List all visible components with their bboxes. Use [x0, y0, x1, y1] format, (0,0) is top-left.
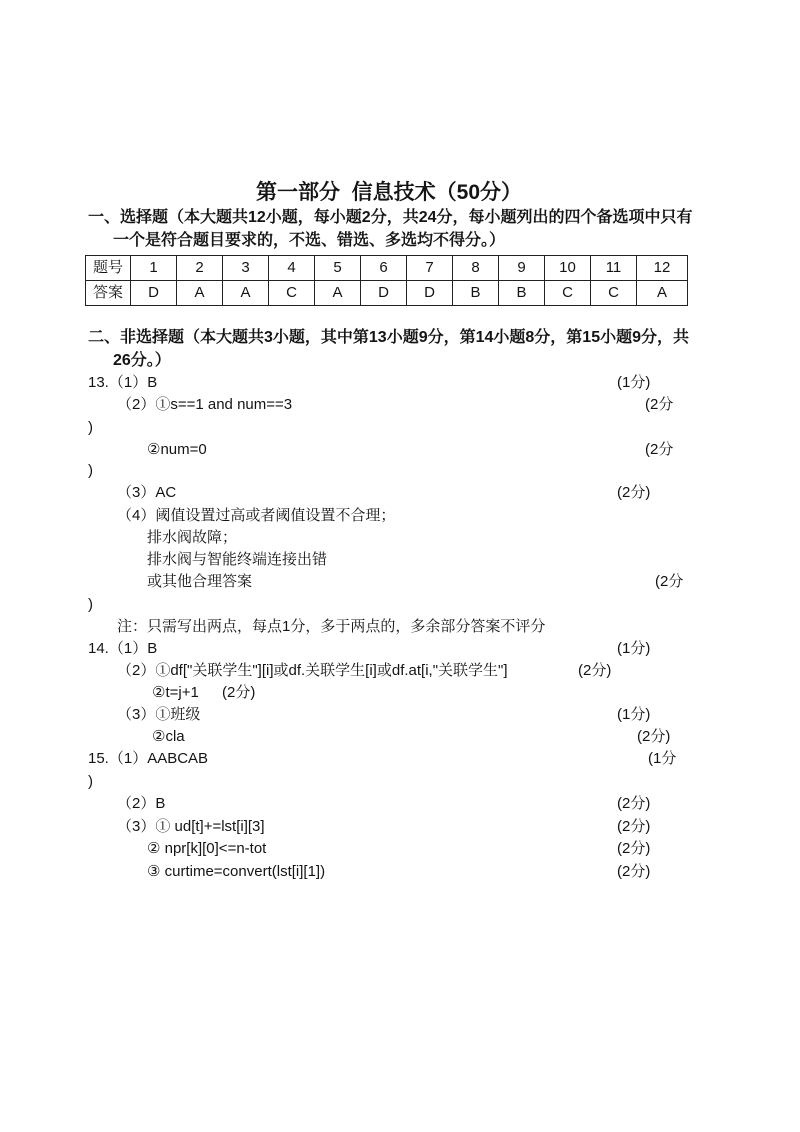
- score-label: (1分): [617, 374, 651, 391]
- score-label: (2分: [645, 396, 674, 413]
- question-number-cell: 12: [637, 256, 688, 281]
- row-label-answer: 答案: [86, 281, 131, 306]
- row-label-question-number: 题号: [86, 256, 131, 281]
- answer-line: 13.（1）B: [88, 374, 158, 391]
- score-label: (2分): [617, 863, 651, 880]
- section1-heading: 一、选择题（本大题共12小题，每小题2分，共24分，每小题列出的四个备选项中只有: [88, 209, 693, 226]
- answer-cell: C: [591, 281, 637, 306]
- section2-heading-continued: 26分。）: [113, 352, 171, 369]
- score-label: (2分): [222, 684, 256, 701]
- answer-cell: D: [131, 281, 177, 306]
- answer-line: 排水阀与智能终端连接出错: [147, 551, 328, 568]
- answer-cell: C: [269, 281, 315, 306]
- answer-line: 排水阀故障；: [147, 529, 238, 546]
- section1-heading-continued: 一个是符合题目要求的，不选、错选、多选均不得分。）: [113, 232, 506, 249]
- score-label: (2分: [645, 441, 674, 458]
- score-label: (1分): [617, 706, 651, 723]
- answer-cell: A: [637, 281, 688, 306]
- question-number-cell: 9: [499, 256, 545, 281]
- answer-line: （4）阈值设置过高或者阈值设置不合理；: [117, 507, 396, 524]
- table-row-answers: [86, 281, 688, 306]
- score-closing-bracket: ): [88, 419, 93, 436]
- answer-line: ② npr[k][0]<=n-tot: [147, 840, 267, 857]
- score-closing-bracket: ): [88, 596, 93, 613]
- question-number-cell: 7: [407, 256, 453, 281]
- score-label: (2分: [655, 573, 684, 590]
- table-row-question-numbers: [86, 256, 688, 281]
- score-label: (2分): [617, 840, 651, 857]
- answer-cell: A: [315, 281, 361, 306]
- question-number-cell: 11: [591, 256, 637, 281]
- answer-cell: B: [499, 281, 545, 306]
- answer-line: 或其他合理答案: [147, 573, 253, 590]
- score-label: (2分): [617, 818, 651, 835]
- answer-line: ②t=j+1: [152, 684, 199, 701]
- answer-cell: D: [361, 281, 407, 306]
- score-closing-bracket: ): [88, 462, 93, 479]
- answer-line: ②cla: [152, 728, 185, 745]
- answer-line: （2）B: [117, 795, 166, 812]
- question-number-cell: 1: [131, 256, 177, 281]
- section2-heading: 二、非选择题（本大题共3小题，其中第13小题9分，第14小题8分，第15小题9分，共: [88, 329, 689, 346]
- answer-line: （3）AC: [117, 484, 177, 501]
- answer-line: （3）①班级: [117, 706, 201, 723]
- grading-note: 注：只需写出两点，每点1分，多于两点的，多余部分答案不评分: [117, 618, 546, 635]
- score-label: (2分): [617, 795, 651, 812]
- answer-line: （3）① ud[t]+=lst[i][3]: [117, 818, 265, 835]
- score-label: (2分): [637, 728, 671, 745]
- score-closing-bracket: ): [88, 773, 93, 790]
- answer-table: [85, 255, 688, 306]
- question-number-cell: 6: [361, 256, 407, 281]
- question-number-cell: 2: [177, 256, 223, 281]
- answer-cell: D: [407, 281, 453, 306]
- answer-cell: A: [177, 281, 223, 306]
- question-number-cell: 8: [453, 256, 499, 281]
- answer-cell: C: [545, 281, 591, 306]
- answer-cell: B: [453, 281, 499, 306]
- answer-line: （2）①df["关联学生"][i]或df.关联学生[i]或df.at[i,"关联学生"]: [117, 662, 508, 679]
- score-label: (2分): [617, 484, 651, 501]
- answer-line: ②num=0: [147, 441, 207, 458]
- answer-line: （2）①s==1 and num==3: [117, 396, 293, 413]
- score-label: (1分): [617, 640, 651, 657]
- score-label: (2分): [578, 662, 612, 679]
- question-number-cell: 5: [315, 256, 361, 281]
- question-number-cell: 3: [223, 256, 269, 281]
- answer-cell: A: [223, 281, 269, 306]
- question-number-cell: 10: [545, 256, 591, 281]
- answer-line: 14.（1）B: [88, 640, 158, 657]
- question-number-cell: 4: [269, 256, 315, 281]
- answer-line: 15.（1）AABCAB: [88, 750, 209, 767]
- score-label: (1分: [648, 750, 677, 767]
- page-title: 第一部分 信息技术（50分）: [255, 181, 523, 204]
- answer-line: ③ curtime=convert(lst[i][1]): [147, 863, 326, 880]
